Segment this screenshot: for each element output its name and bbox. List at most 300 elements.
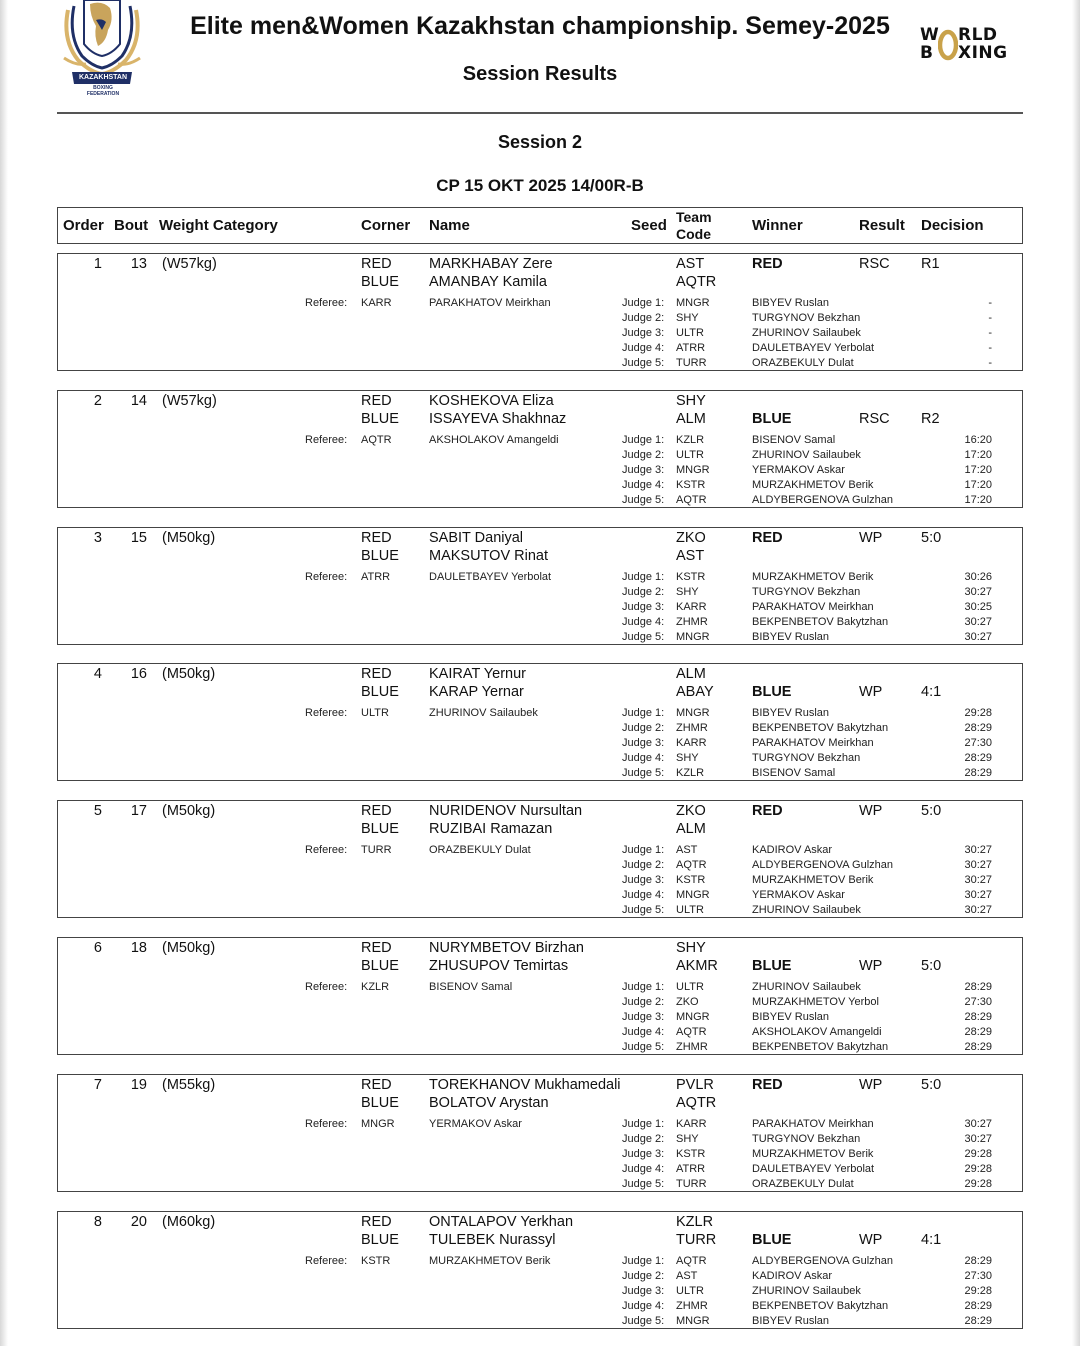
judge-team: ATRR bbox=[676, 342, 706, 354]
judge-score: 30:27 bbox=[964, 616, 992, 628]
judge-label: Judge 2: bbox=[622, 586, 665, 598]
corner-red: RED bbox=[361, 1077, 392, 1093]
judge-name: YERMAKOV Askar bbox=[752, 464, 845, 476]
judge-name: ALDYBERGENOVA Gulzhan bbox=[752, 859, 894, 871]
judge-team: KARR bbox=[676, 601, 707, 613]
referee-name: ZHURINOV Sailaubek bbox=[429, 707, 538, 719]
red-boxer-name: NURIDENOV Nursultan bbox=[429, 803, 583, 819]
referee-team: ULTR bbox=[361, 707, 389, 719]
judge-score: 28:29 bbox=[964, 1300, 992, 1312]
bout-number: 20 bbox=[130, 1214, 147, 1230]
weight-category: (M50kg) bbox=[162, 940, 216, 956]
judge-score: 30:27 bbox=[964, 874, 992, 886]
judge-label: Judge 1: bbox=[622, 1118, 665, 1130]
corner-blue: BLUE bbox=[361, 1232, 399, 1248]
judge-label: Judge 1: bbox=[622, 981, 665, 993]
judge-name: BISENOV Samal bbox=[752, 767, 836, 779]
blue-team-code: AST bbox=[676, 548, 705, 564]
corner-blue: BLUE bbox=[361, 821, 399, 837]
judge-name: KADIROV Askar bbox=[752, 1270, 833, 1282]
judge-name: BEKPENBETOV Bakytzhan bbox=[752, 1300, 889, 1312]
judge-score: 29:28 bbox=[964, 1163, 992, 1175]
logo-text-federation: FEDERATION bbox=[86, 91, 120, 97]
winner: RED bbox=[752, 530, 783, 546]
judge-team: SHY bbox=[676, 1133, 699, 1145]
referee-label: Referee: bbox=[305, 1255, 348, 1267]
referee-label: Referee: bbox=[305, 571, 348, 583]
judge-team: SHY bbox=[676, 586, 699, 598]
judge-score: - bbox=[988, 342, 992, 354]
blue-boxer-name: ZHUSUPOV Temirtas bbox=[429, 958, 569, 974]
judge-score: 27:30 bbox=[964, 996, 992, 1008]
judge-team: MNGR bbox=[676, 889, 710, 901]
bout-number: 17 bbox=[130, 803, 147, 819]
result: WP bbox=[859, 684, 883, 700]
judge-name: MURZAKHMETOV Berik bbox=[752, 479, 874, 491]
col-bout: Bout bbox=[114, 217, 149, 234]
world-boxing-logo bbox=[920, 27, 1020, 63]
blue-boxer-name: TULEBEK Nurassyl bbox=[429, 1232, 556, 1248]
judge-label: Judge 5: bbox=[622, 1041, 665, 1053]
blue-team-code: AQTR bbox=[676, 1095, 717, 1111]
bout-row bbox=[57, 663, 1023, 781]
judge-label: Judge 4: bbox=[622, 889, 665, 901]
red-boxer-name: NURYMBETOV Birzhan bbox=[429, 940, 584, 956]
decision: R2 bbox=[921, 411, 940, 427]
corner-red: RED bbox=[361, 530, 392, 546]
judge-team: AQTR bbox=[676, 1026, 707, 1038]
col-winner: Winner bbox=[752, 217, 803, 234]
referee-label: Referee: bbox=[305, 981, 348, 993]
col-team-code-line1: Team bbox=[676, 209, 712, 225]
red-boxer-name: KOSHEKOVA Eliza bbox=[429, 393, 554, 409]
referee-label: Referee: bbox=[305, 434, 348, 446]
referee-label: Referee: bbox=[305, 297, 348, 309]
bout-number: 13 bbox=[130, 256, 147, 272]
red-team-code: ZKO bbox=[676, 803, 706, 819]
judge-name: AKSHOLAKOV Amangeldi bbox=[752, 1026, 882, 1038]
red-boxer-name: ONTALAPOV Yerkhan bbox=[429, 1214, 574, 1230]
judge-team: ZKO bbox=[676, 996, 699, 1008]
judge-team: AQTR bbox=[676, 494, 707, 506]
judge-label: Judge 3: bbox=[622, 1011, 665, 1023]
judge-name: DAULETBAYEV Yerbolat bbox=[752, 342, 875, 354]
corner-red: RED bbox=[361, 256, 392, 272]
logo-w: W bbox=[920, 25, 940, 45]
judge-score: 30:27 bbox=[964, 586, 992, 598]
judge-name: BEKPENBETOV Bakytzhan bbox=[752, 1041, 889, 1053]
blue-team-code: AQTR bbox=[676, 274, 717, 290]
judge-team: ZHMR bbox=[676, 616, 708, 628]
judge-name: DAULETBAYEV Yerbolat bbox=[752, 1163, 875, 1175]
judge-score: 28:29 bbox=[964, 1026, 992, 1038]
judge-label: Judge 2: bbox=[622, 859, 665, 871]
result: RSC bbox=[859, 411, 890, 427]
corner-blue: BLUE bbox=[361, 684, 399, 700]
judge-name: BIBYEV Ruslan bbox=[752, 707, 830, 719]
referee-name: DAULETBAYEV Yerbolat bbox=[429, 571, 552, 583]
blue-team-code: ALM bbox=[676, 821, 706, 837]
logo-text-kazakhstan: KAZAKHSTAN bbox=[78, 74, 128, 81]
judge-label: Judge 2: bbox=[622, 1133, 665, 1145]
bout-order: 1 bbox=[93, 256, 102, 272]
referee-name: PARAKHATOV Meirkhan bbox=[429, 297, 551, 309]
judge-label: Judge 1: bbox=[622, 844, 665, 856]
bout-number: 19 bbox=[130, 1077, 147, 1093]
judge-name: ALDYBERGENOVA Gulzhan bbox=[752, 494, 894, 506]
judge-team: SHY bbox=[676, 312, 699, 324]
judge-label: Judge 5: bbox=[622, 1315, 665, 1327]
col-order: Order bbox=[63, 217, 104, 234]
judge-score: 30:27 bbox=[964, 844, 992, 856]
judge-name: TURGYNOV Bekzhan bbox=[752, 752, 861, 764]
judge-name: ZHURINOV Sailaubek bbox=[752, 449, 861, 461]
bout-order: 2 bbox=[93, 393, 102, 409]
judge-name: BISENOV Samal bbox=[752, 434, 836, 446]
judge-team: ULTR bbox=[676, 1285, 704, 1297]
judge-score: - bbox=[988, 312, 992, 324]
judge-name: MURZAKHMETOV Berik bbox=[752, 571, 874, 583]
winner: BLUE bbox=[752, 684, 792, 700]
result: WP bbox=[859, 803, 883, 819]
judge-label: Judge 2: bbox=[622, 1270, 665, 1282]
judge-name: ZHURINOV Sailaubek bbox=[752, 327, 861, 339]
judge-score: 30:27 bbox=[964, 631, 992, 643]
logo-text-boxing: BOXING bbox=[93, 85, 113, 91]
judge-label: Judge 4: bbox=[622, 1026, 665, 1038]
judge-score: 30:27 bbox=[964, 889, 992, 901]
judge-team: ZHMR bbox=[676, 1041, 708, 1053]
judge-name: ALDYBERGENOVA Gulzhan bbox=[752, 1255, 894, 1267]
judge-name: TURGYNOV Bekzhan bbox=[752, 586, 861, 598]
judge-team: KSTR bbox=[676, 1148, 706, 1160]
bout-row bbox=[57, 1211, 1023, 1329]
bout-order: 8 bbox=[93, 1214, 102, 1230]
corner-blue: BLUE bbox=[361, 548, 399, 564]
winner: BLUE bbox=[752, 1232, 792, 1248]
page-edge-left bbox=[0, 0, 8, 1346]
blue-boxer-name: RUZIBAI Ramazan bbox=[429, 821, 553, 837]
judge-team: MNGR bbox=[676, 1011, 710, 1023]
decision: 4:1 bbox=[921, 684, 942, 700]
red-boxer-name: SABIT Daniyal bbox=[429, 530, 524, 546]
judge-score: 17:20 bbox=[964, 464, 992, 476]
judge-label: Judge 4: bbox=[622, 1300, 665, 1312]
red-team-code: SHY bbox=[676, 393, 706, 409]
corner-blue: BLUE bbox=[361, 1095, 399, 1111]
judge-name: PARAKHATOV Meirkhan bbox=[752, 1118, 874, 1130]
judge-name: KADIROV Askar bbox=[752, 844, 833, 856]
judge-score: 30:27 bbox=[964, 859, 992, 871]
col-seed: Seed bbox=[631, 217, 667, 234]
col-corner: Corner bbox=[361, 217, 411, 234]
decision: 5:0 bbox=[921, 803, 942, 819]
judge-team: KSTR bbox=[676, 874, 706, 886]
judge-name: BEKPENBETOV Bakytzhan bbox=[752, 616, 889, 628]
referee-team: TURR bbox=[361, 844, 392, 856]
blue-boxer-name: BOLATOV Arystan bbox=[429, 1095, 549, 1111]
red-boxer-name: MARKHABAY Zere bbox=[429, 256, 553, 272]
decision: 4:1 bbox=[921, 1232, 942, 1248]
logo-xing: XING bbox=[958, 43, 1008, 63]
referee-label: Referee: bbox=[305, 844, 348, 856]
judge-label: Judge 3: bbox=[622, 601, 665, 613]
result: RSC bbox=[859, 256, 890, 272]
judge-score: 30:27 bbox=[964, 1118, 992, 1130]
divider bbox=[57, 112, 1023, 114]
judge-score: - bbox=[988, 357, 992, 369]
bout-row bbox=[57, 527, 1023, 645]
judge-team: AQTR bbox=[676, 1255, 707, 1267]
blue-boxer-name: MAKSUTOV Rinat bbox=[429, 548, 548, 564]
judge-team: MNGR bbox=[676, 464, 710, 476]
referee-team: MNGR bbox=[361, 1118, 395, 1130]
table-header bbox=[57, 207, 1023, 244]
referee-name: BISENOV Samal bbox=[429, 981, 513, 993]
judge-label: Judge 2: bbox=[622, 312, 665, 324]
judge-label: Judge 5: bbox=[622, 631, 665, 643]
judge-score: 28:29 bbox=[964, 1011, 992, 1023]
col-result: Result bbox=[859, 217, 905, 234]
judge-team: TURR bbox=[676, 357, 707, 369]
judge-team: ZHMR bbox=[676, 1300, 708, 1312]
judge-label: Judge 2: bbox=[622, 449, 665, 461]
judge-team: AQTR bbox=[676, 859, 707, 871]
referee-label: Referee: bbox=[305, 1118, 348, 1130]
bout-row bbox=[57, 937, 1023, 1055]
judge-name: ORAZBEKULY Dulat bbox=[752, 357, 854, 369]
judge-team: ULTR bbox=[676, 981, 704, 993]
bout-order: 6 bbox=[93, 940, 102, 956]
session-info: CP 15 OKT 2025 14/00R-B bbox=[436, 176, 644, 195]
judge-score: - bbox=[988, 327, 992, 339]
corner-blue: BLUE bbox=[361, 958, 399, 974]
decision: 5:0 bbox=[921, 1077, 942, 1093]
judge-label: Judge 1: bbox=[622, 1255, 665, 1267]
bout-number: 16 bbox=[130, 666, 147, 682]
corner-blue: BLUE bbox=[361, 411, 399, 427]
winner: RED bbox=[752, 803, 783, 819]
bout-order: 3 bbox=[93, 530, 102, 546]
bout-row bbox=[57, 390, 1023, 508]
judge-name: BIBYEV Ruslan bbox=[752, 631, 830, 643]
red-team-code: PVLR bbox=[676, 1077, 714, 1093]
judge-label: Judge 3: bbox=[622, 737, 665, 749]
judge-score: - bbox=[988, 297, 992, 309]
judge-name: ORAZBEKULY Dulat bbox=[752, 1178, 854, 1190]
judge-label: Judge 5: bbox=[622, 1178, 665, 1190]
referee-name: AKSHOLAKOV Amangeldi bbox=[429, 434, 559, 446]
col-team-code-line2: Code bbox=[676, 226, 711, 242]
judge-score: 29:28 bbox=[964, 707, 992, 719]
judge-label: Judge 4: bbox=[622, 752, 665, 764]
judge-name: BIBYEV Ruslan bbox=[752, 1315, 830, 1327]
weight-category: (W57kg) bbox=[162, 256, 217, 272]
blue-boxer-name: KARAP Yernar bbox=[429, 684, 524, 700]
judge-name: TURGYNOV Bekzhan bbox=[752, 1133, 861, 1145]
weight-category: (M50kg) bbox=[162, 530, 216, 546]
judge-team: ULTR bbox=[676, 904, 704, 916]
page-title: Elite men&Women Kazakhstan championship. Semey-2025 bbox=[190, 12, 890, 40]
judge-label: Judge 3: bbox=[622, 327, 665, 339]
blue-team-code: ABAY bbox=[676, 684, 714, 700]
judge-team: AST bbox=[676, 844, 698, 856]
winner: RED bbox=[752, 1077, 783, 1093]
judge-score: 29:28 bbox=[964, 1178, 992, 1190]
judge-team: MNGR bbox=[676, 631, 710, 643]
judge-score: 27:30 bbox=[964, 737, 992, 749]
referee-label: Referee: bbox=[305, 707, 348, 719]
red-team-code: SHY bbox=[676, 940, 706, 956]
judge-label: Judge 4: bbox=[622, 1163, 665, 1175]
page-edge-right bbox=[1072, 0, 1080, 1346]
judge-score: 30:26 bbox=[964, 571, 992, 583]
judge-name: YERMAKOV Askar bbox=[752, 889, 845, 901]
gold-ring-icon bbox=[938, 29, 958, 61]
judge-name: MURZAKHMETOV Berik bbox=[752, 1148, 874, 1160]
judge-name: MURZAKHMETOV Berik bbox=[752, 874, 874, 886]
judge-label: Judge 5: bbox=[622, 904, 665, 916]
judge-score: 28:29 bbox=[964, 1041, 992, 1053]
judge-label: Judge 4: bbox=[622, 616, 665, 628]
judge-team: KSTR bbox=[676, 571, 706, 583]
referee-team: AQTR bbox=[361, 434, 392, 446]
bout-row bbox=[57, 253, 1023, 371]
decision: R1 bbox=[921, 256, 940, 272]
judge-score: 17:20 bbox=[964, 479, 992, 491]
blue-team-code: TURR bbox=[676, 1232, 717, 1248]
judge-name: BIBYEV Ruslan bbox=[752, 1011, 830, 1023]
judge-label: Judge 1: bbox=[622, 297, 665, 309]
red-team-code: AST bbox=[676, 256, 705, 272]
corner-blue: BLUE bbox=[361, 274, 399, 290]
judge-team: MNGR bbox=[676, 707, 710, 719]
judge-label: Judge 3: bbox=[622, 1148, 665, 1160]
weight-category: (W57kg) bbox=[162, 393, 217, 409]
col-name: Name bbox=[429, 217, 470, 234]
judge-team: SHY bbox=[676, 752, 699, 764]
result: WP bbox=[859, 1232, 883, 1248]
winner: BLUE bbox=[752, 958, 792, 974]
blue-team-code: ALM bbox=[676, 411, 706, 427]
blue-boxer-name: AMANBAY Kamila bbox=[429, 274, 547, 290]
red-team-code: ZKO bbox=[676, 530, 706, 546]
judge-team: AST bbox=[676, 1270, 698, 1282]
judge-score: 17:20 bbox=[964, 449, 992, 461]
col-decision: Decision bbox=[921, 217, 984, 234]
corner-red: RED bbox=[361, 940, 392, 956]
judge-label: Judge 2: bbox=[622, 722, 665, 734]
referee-team: KZLR bbox=[361, 981, 390, 993]
corner-red: RED bbox=[361, 1214, 392, 1230]
judge-score: 28:29 bbox=[964, 981, 992, 993]
judge-score: 29:28 bbox=[964, 1285, 992, 1297]
col-weight-category: Weight Category bbox=[159, 217, 278, 234]
judge-name: PARAKHATOV Meirkhan bbox=[752, 601, 874, 613]
judge-label: Judge 5: bbox=[622, 494, 665, 506]
decision: 5:0 bbox=[921, 530, 942, 546]
page-subtitle: Session Results bbox=[462, 63, 618, 85]
judge-name: MURZAKHMETOV Yerbol bbox=[752, 996, 879, 1008]
judge-score: 30:27 bbox=[964, 1133, 992, 1145]
red-team-code: KZLR bbox=[676, 1214, 714, 1230]
weight-category: (M60kg) bbox=[162, 1214, 216, 1230]
red-boxer-name: KAIRAT Yernur bbox=[429, 666, 526, 682]
judge-label: Judge 3: bbox=[622, 1285, 665, 1297]
judge-name: ZHURINOV Sailaubek bbox=[752, 1285, 861, 1297]
judge-team: KARR bbox=[676, 1118, 707, 1130]
judge-label: Judge 2: bbox=[622, 996, 665, 1008]
referee-team: KARR bbox=[361, 297, 392, 309]
judge-score: 28:29 bbox=[964, 752, 992, 764]
referee-name: ORAZBEKULY Dulat bbox=[429, 844, 531, 856]
corner-red: RED bbox=[361, 666, 392, 682]
judge-label: Judge 4: bbox=[622, 479, 665, 491]
judge-label: Judge 5: bbox=[622, 767, 665, 779]
red-team-code: ALM bbox=[676, 666, 706, 682]
judge-label: Judge 3: bbox=[622, 464, 665, 476]
judge-name: ZHURINOV Sailaubek bbox=[752, 981, 861, 993]
bout-order: 5 bbox=[93, 803, 102, 819]
judge-score: 28:29 bbox=[964, 1315, 992, 1327]
judge-name: TURGYNOV Bekzhan bbox=[752, 312, 861, 324]
referee-team: ATRR bbox=[361, 571, 391, 583]
decision: 5:0 bbox=[921, 958, 942, 974]
judge-score: 28:29 bbox=[964, 767, 992, 779]
judge-name: BEKPENBETOV Bakytzhan bbox=[752, 722, 889, 734]
judge-score: 29:28 bbox=[964, 1148, 992, 1160]
corner-red: RED bbox=[361, 803, 392, 819]
blue-boxer-name: ISSAYEVA Shakhnaz bbox=[429, 411, 567, 427]
bout-number: 15 bbox=[130, 530, 147, 546]
bout-number: 14 bbox=[130, 393, 147, 409]
referee-name: YERMAKOV Askar bbox=[429, 1118, 522, 1130]
judge-score: 30:25 bbox=[964, 601, 992, 613]
judge-team: MNGR bbox=[676, 297, 710, 309]
bout-row bbox=[57, 1074, 1023, 1192]
judge-team: KARR bbox=[676, 737, 707, 749]
result: WP bbox=[859, 958, 883, 974]
logo-rld: RLD bbox=[958, 25, 998, 45]
judge-team: ATRR bbox=[676, 1163, 706, 1175]
result: WP bbox=[859, 530, 883, 546]
judge-team: KZLR bbox=[676, 767, 705, 779]
red-boxer-name: TOREKHANOV Mukhamedali bbox=[429, 1077, 621, 1093]
bout-row bbox=[57, 800, 1023, 918]
judge-team: KSTR bbox=[676, 479, 706, 491]
bout-number: 18 bbox=[130, 940, 147, 956]
judge-label: Judge 5: bbox=[622, 357, 665, 369]
referee-team: KSTR bbox=[361, 1255, 391, 1267]
judge-score: 28:29 bbox=[964, 1255, 992, 1267]
judge-score: 30:27 bbox=[964, 904, 992, 916]
judge-score: 28:29 bbox=[964, 722, 992, 734]
judge-name: PARAKHATOV Meirkhan bbox=[752, 737, 874, 749]
logo-b: B bbox=[920, 43, 934, 63]
weight-category: (M50kg) bbox=[162, 803, 216, 819]
judge-label: Judge 4: bbox=[622, 342, 665, 354]
judge-label: Judge 1: bbox=[622, 434, 665, 446]
bout-order: 7 bbox=[93, 1077, 102, 1093]
judge-team: MNGR bbox=[676, 1315, 710, 1327]
judge-label: Judge 3: bbox=[622, 874, 665, 886]
weight-category: (M50kg) bbox=[162, 666, 216, 682]
weight-category: (M55kg) bbox=[162, 1077, 216, 1093]
judge-team: KZLR bbox=[676, 434, 705, 446]
judge-label: Judge 1: bbox=[622, 707, 665, 719]
judge-score: 27:30 bbox=[964, 1270, 992, 1282]
judge-team: ULTR bbox=[676, 449, 704, 461]
